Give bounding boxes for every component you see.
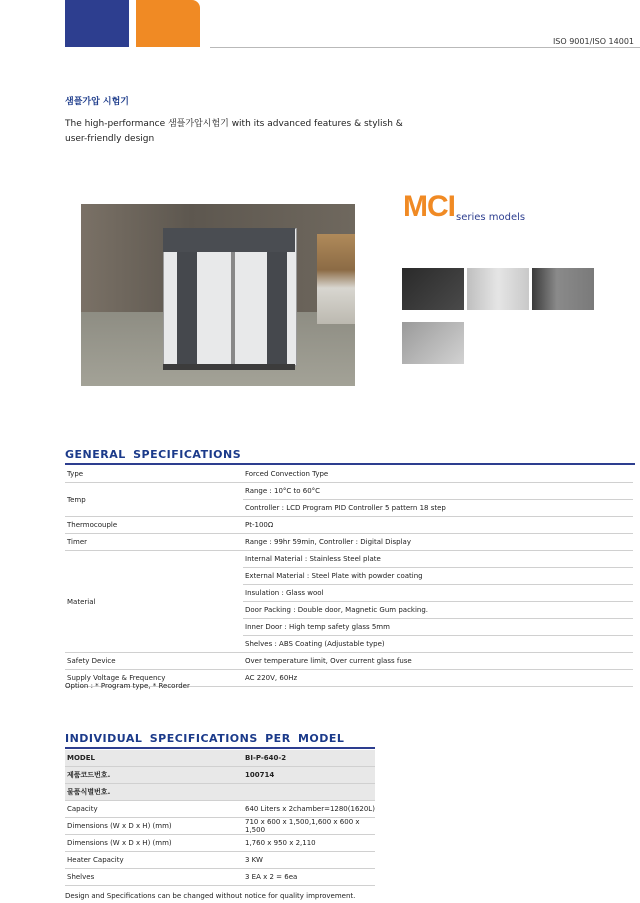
detail-photo-panel — [532, 268, 594, 310]
detail-photo-controller — [402, 268, 464, 310]
spec-label: Capacity — [65, 801, 243, 818]
spec-value: Inner Door : High temp safety glass 5mm — [243, 619, 633, 636]
general-spec-rule — [65, 463, 635, 465]
spec-value: 1,760 x 950 x 2,110 — [243, 835, 375, 852]
spec-value: 3 KW — [243, 852, 375, 869]
table-row — [65, 517, 633, 534]
spec-value: Pt-100Ω — [243, 517, 633, 534]
table-row — [65, 801, 375, 818]
table-row — [65, 466, 633, 483]
option-note: Option : * Program type, * Recorder — [65, 682, 190, 690]
iso-certification: ISO 9001/ISO 14001 — [552, 37, 634, 46]
spec-value: Range : 10°C to 60°C — [243, 483, 633, 500]
spec-label: Supply Voltage & Frequency — [65, 670, 243, 687]
spec-value: Insulation : Glass wool — [243, 585, 633, 602]
spec-label: MODEL — [65, 750, 243, 767]
detail-photo-handle — [467, 268, 529, 310]
spec-label: Dimensions (W x D x H) (mm) — [65, 818, 243, 835]
spec-value: External Material : Steel Plate with powder coating — [243, 568, 633, 585]
header-block-blue — [65, 0, 129, 47]
spec-label: Timer — [65, 534, 243, 551]
spec-value: 710 x 600 x 1,500,1,600 x 600 x 1,500 — [243, 818, 375, 835]
spec-value: Forced Convection Type — [243, 466, 633, 483]
table-row — [65, 818, 375, 835]
table-row — [65, 750, 375, 767]
spec-label: Material — [65, 551, 243, 653]
table-row — [65, 784, 375, 801]
table-row — [65, 483, 633, 500]
spec-label: 제품코드번호. — [65, 767, 243, 784]
spec-label: Temp — [65, 483, 243, 517]
general-spec-title: GENERAL SPECIFICATIONS — [65, 448, 242, 461]
spec-value: Over temperature limit, Over current glass fuse — [243, 653, 633, 670]
product-photo — [81, 204, 355, 386]
spec-label: Heater Capacity — [65, 852, 243, 869]
spec-value: Range : 99hr 59min, Controller : Digital Display — [243, 534, 633, 551]
table-row — [65, 767, 375, 784]
spec-value: 640 Liters x 2chamber=1280(1620L) — [243, 801, 375, 818]
table-row — [65, 653, 633, 670]
spec-value: Shelves : ABS Coating (Adjustable type) — [243, 636, 633, 653]
model-series-name: MCI — [403, 190, 455, 223]
footer-note: Design and Specifications can be changed without notice for quality improvement. — [65, 892, 356, 900]
spec-value: Door Packing : Double door, Magnetic Gum packing. — [243, 602, 633, 619]
model-series-suffix: series models — [456, 212, 526, 223]
spec-label: 물품식별번호. — [65, 784, 243, 801]
header-block-orange — [136, 0, 200, 47]
individual-spec-title: INDIVIDUAL SPECIFICATIONS PER MODEL — [65, 732, 345, 745]
table-row — [65, 852, 375, 869]
table-row — [65, 869, 375, 886]
spec-value — [243, 784, 375, 801]
spec-label: Safety Device — [65, 653, 243, 670]
spec-value: 3 EA x 2 = 6ea — [243, 869, 375, 886]
product-title: 샘플가압 시험기 — [65, 97, 129, 107]
general-spec-table — [65, 466, 633, 687]
spec-value: Controller : LCD Program PID Controller 5 pattern 18 step — [243, 500, 633, 517]
spec-value: 100714 — [243, 767, 375, 784]
spec-label: Type — [65, 466, 243, 483]
spec-label: Shelves — [65, 869, 243, 886]
intro-text: The high-performance 샘플가압시험기 with its advanced features & stylish & user-friendly design — [65, 119, 403, 144]
spec-label: Thermocouple — [65, 517, 243, 534]
individual-spec-rule — [65, 747, 375, 749]
spec-value: Internal Material : Stainless Steel plate — [243, 551, 633, 568]
table-row — [65, 835, 375, 852]
spec-label: Dimensions (W x D x H) (mm) — [65, 835, 243, 852]
table-row — [65, 551, 633, 568]
spec-value: BI-P-640-2 — [243, 750, 375, 767]
individual-spec-table — [65, 750, 375, 886]
table-row — [65, 534, 633, 551]
detail-photo-port — [402, 322, 464, 364]
header-divider — [210, 47, 640, 48]
spec-value: AC 220V, 60Hz — [243, 670, 633, 687]
